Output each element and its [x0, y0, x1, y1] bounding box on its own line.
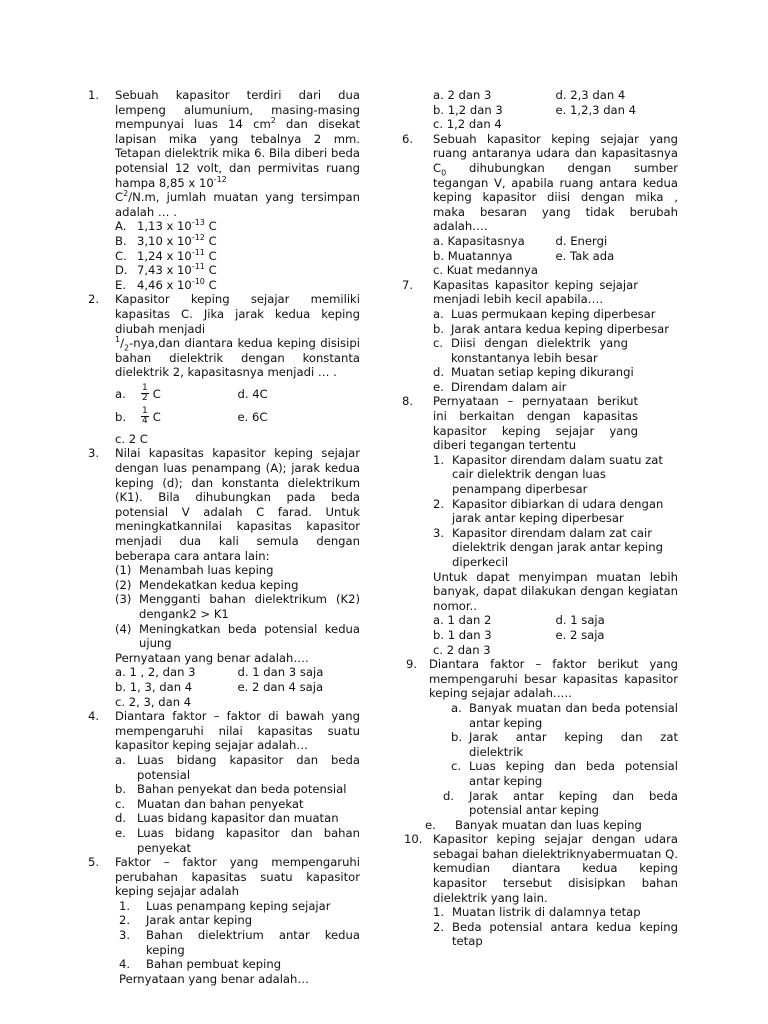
question-text: Sebuah kapasitor keping sejajar yang ruang antaranya udara dan kapasitasnya $C_0$ dihubungkan dengan sumber tegangan V, apabila ruang antara kedua keping kapasitor diisi dengan mika , maka besaran yang tidak berubah adalah….	[433, 131, 678, 234]
question-prompt: Pernyataan yang benar adalah…	[119, 971, 309, 986]
option-c: c. Kuat medannya	[433, 263, 539, 278]
statement-list	[433, 453, 678, 570]
answer-options	[433, 307, 678, 395]
answer-options	[115, 753, 360, 855]
option-e: e. 1,2,3 dan 4	[555, 102, 637, 117]
question-5-options	[402, 88, 678, 132]
option-a: a. Luas bidang kapasitor dan beda potensial	[115, 752, 360, 782]
question-4	[88, 709, 360, 855]
question-3	[88, 446, 360, 709]
question-2	[88, 292, 360, 446]
statement-item: 3. Kapasitor direndam dalam zat cair dielektrik dengan jarak antar keping diperkecil	[433, 525, 663, 569]
statement-list	[115, 563, 360, 651]
option-a: a. Banyak muatan dan beda potensial antar keping	[451, 700, 678, 730]
option-c: c. 2 C	[115, 431, 148, 446]
question-text: Sebuah kapasitor terdiri dari dua lempeng alumunium, masing-masing mempunyai luas 14 $cm^2$ dan disekat lapisan mika yang tebalnya 2 mm. Tetapan dielektrik mika 6. Bila diberi beda potensial 12 volt, dan permivitas ruang hampa 8,85 x $10^{-12}$ $C^2/N.m$, jumlah muatan yang tersimpan adalah … .	[115, 88, 360, 219]
option-e: e. Banyak muatan dan luas keping	[425, 817, 642, 832]
option-c: c. 1,2 dan 4	[433, 117, 502, 132]
option-d: d. 1 dan 3 saja	[237, 665, 324, 680]
fraction: $\frac{1}{4}$	[142, 406, 148, 427]
statement-item: 1. Luas penampang keping sejajar	[119, 898, 331, 913]
option-b: b. 1 dan 3	[433, 627, 492, 642]
statement-item: (2) Mendekatkan kedua keping	[115, 577, 299, 592]
option-d: d. Muatan setiap keping dikurangi	[433, 365, 634, 380]
option-e: e. 2 dan 4 saja	[237, 679, 324, 694]
option-b: b. Bahan penyekat dan beda potensial	[115, 782, 347, 797]
option-c: c. Diisi dengan dielektrik yang konstantanya lebih besar	[433, 336, 628, 365]
question-number: 9.	[406, 657, 418, 672]
question-prompt: Untuk dapat menyimpan muatan lebih banyak, dapat dilakukan dengan kegiatan nomor..	[433, 569, 678, 613]
statement-item: 3. Bahan dielektrium antar kedua keping	[119, 928, 360, 957]
option-a: a. 2 dan 3	[433, 88, 492, 102]
question-prompt: Pernyataan yang benar adalah….	[115, 650, 309, 665]
question-number: 5.	[88, 855, 100, 870]
statement-list	[433, 905, 678, 949]
option-a: a. $\frac{1}{2}$ C	[115, 383, 161, 404]
answer-options	[425, 700, 678, 832]
option-d: d. Luas bidang kapasitor dan muatan	[115, 811, 339, 826]
option-c: C. 1,24 x $10^{-11}$ C	[115, 247, 217, 263]
answer-options	[115, 383, 360, 447]
answer-options	[433, 613, 678, 657]
question-text: Nilai kapasitas kapasitor keping sejajar dengan luas penampang (A); jarak kedua keping (d); dan konstanta dielektrikum (K1). Bila dihubungkan pada beda potensial V adalah C farad. Untuk meningkatkannilai kapasitas kapasitor menjadi dua kali semula dengan beberapa cara antara lain:	[115, 446, 360, 563]
option-c: c. 2, 3, dan 4	[115, 694, 192, 709]
option-c: c. Muatan dan bahan penyekat	[115, 796, 304, 811]
option-a: a. Kapasitasnya	[433, 233, 525, 248]
question-text: Pernyataan – pernyataan berikut ini berkaitan dengan kapasitas kapasitor keping sejajar yang diberi tegangan tertentu	[433, 394, 638, 453]
option-b: b. Jarak antara kedua keping diperbesar	[433, 321, 670, 336]
statement-item: (4) Meningkatkan beda potensial kedua ujung	[115, 621, 360, 651]
question-1	[88, 88, 360, 292]
option-e: e. Luas bidang kapasitor dan bahan penyekat	[115, 825, 360, 855]
option-b: B. 3,10 x $10^{-12}$ C	[115, 233, 217, 248]
question-5	[88, 855, 360, 986]
question-number: 4.	[88, 709, 100, 724]
option-a: a. 1 , 2, dan 3	[115, 665, 196, 680]
option-a: a. 1 dan 2	[433, 613, 492, 628]
question-number: 6.	[402, 131, 414, 146]
option-e: e. 6C	[237, 409, 268, 424]
question-10	[402, 832, 678, 949]
question-number: 1.	[88, 88, 100, 102]
question-text: Faktor – faktor yang mempengaruhi perubahan kapasitas suatu kapasitor keping sejajar adalah	[115, 855, 360, 899]
option-c: c. Luas keping dan beda potensial antar keping	[451, 759, 678, 788]
option-d: d. Energi	[555, 233, 608, 248]
question-6	[402, 132, 678, 278]
statement-item: 2. Jarak antar keping	[119, 913, 253, 928]
question-8	[402, 394, 678, 657]
option-b: b. 1,2 dan 3	[433, 102, 503, 117]
statement-item: 2. Beda potensial antara kedua keping tetap	[433, 919, 678, 949]
statement-item: 2. Kapasitor dibiarkan di udara dengan jarak antar keping diperbesar	[433, 496, 664, 526]
fraction: $\frac{1}{2}$	[142, 383, 148, 404]
option-e: e. Direndam dalam air	[433, 379, 567, 394]
question-9	[402, 657, 678, 832]
statement-item: 4. Bahan pembuat keping	[119, 957, 282, 972]
question-number: 10.	[404, 832, 423, 847]
option-d: D. 7,43 x $10^{-11}$ C	[115, 262, 217, 278]
statement-item: 1. Kapasitor direndam dalam suatu zat cair dielektrik dengan luas penampang diperbesar	[433, 452, 663, 497]
option-d: d. 2,3 dan 4	[555, 88, 626, 102]
question-text: Diantara faktor – faktor berikut yang mempengaruhi besar kapasitas kapasitor keping sejajar adalah…..	[429, 657, 678, 701]
option-d: d. 1 saja	[555, 613, 605, 628]
option-b: b. Muatannya	[433, 248, 513, 263]
option-a: A. 1,13 x $10^{-13}$ C	[115, 218, 217, 234]
option-d: d. 4C	[237, 386, 268, 401]
question-7	[402, 278, 678, 395]
option-b: b. 1, 3, dan 4	[115, 679, 193, 694]
question-number: 7.	[402, 277, 414, 292]
option-d: d. Jarak antar keping dan beda potensial antar keping	[443, 788, 678, 818]
question-number: 3.	[88, 446, 100, 461]
option-e: E. 4,46 x $10^{-10}$ C	[115, 276, 217, 292]
option-b: b. Jarak antar keping dan zat dielektrik	[451, 730, 678, 759]
question-text: Diantara faktor – faktor di bawah yang mempengaruhi nilai kapasitas suatu kapasitor keping sejajar adalah…	[115, 709, 360, 753]
statement-item: (1) Menambah luas keping	[115, 563, 274, 578]
question-text: Kapasitor keping sejajar memiliki kapasitas C. Jika jarak kedua keping diubah menjadi $^1/_2-nya,dan$ diantara kedua keping disisipi bahan dielektrik dengan konstanta dielektrik 2, kapasitasnya menjadi … .	[115, 292, 360, 380]
question-number: 2.	[88, 292, 100, 307]
option-e: e. 2 saja	[555, 627, 605, 642]
statement-list	[115, 899, 360, 972]
answer-options	[433, 234, 678, 278]
answer-options	[88, 665, 360, 709]
option-b: b. $\frac{1}{4}$ C	[115, 406, 161, 427]
option-a: a. Luas permukaan keping diperbesar	[433, 306, 656, 321]
answer-options	[115, 219, 360, 292]
question-number: 8.	[402, 394, 414, 409]
left-column	[88, 88, 360, 986]
right-column	[402, 88, 678, 949]
statement-item: (3) Mengganti bahan dielektrikum (K2) dengank2 > K1	[115, 592, 360, 621]
option-e: e. Tak ada	[555, 248, 615, 263]
question-text: Kapasitas kapasitor keping sejajar menjadi lebih kecil apabila….	[433, 277, 638, 307]
question-text: Kapasitor keping sejajar dengan udara sebagai bahan dielektriknyabermuatan Q. kemudian diantara kedua keping kapasitor tersebut disisipkan bahan dielektrik yang lain.	[433, 832, 678, 905]
statement-item: 1. Muatan listrik di dalamnya tetap	[433, 905, 641, 920]
option-c: c. 2 dan 3	[433, 642, 491, 657]
